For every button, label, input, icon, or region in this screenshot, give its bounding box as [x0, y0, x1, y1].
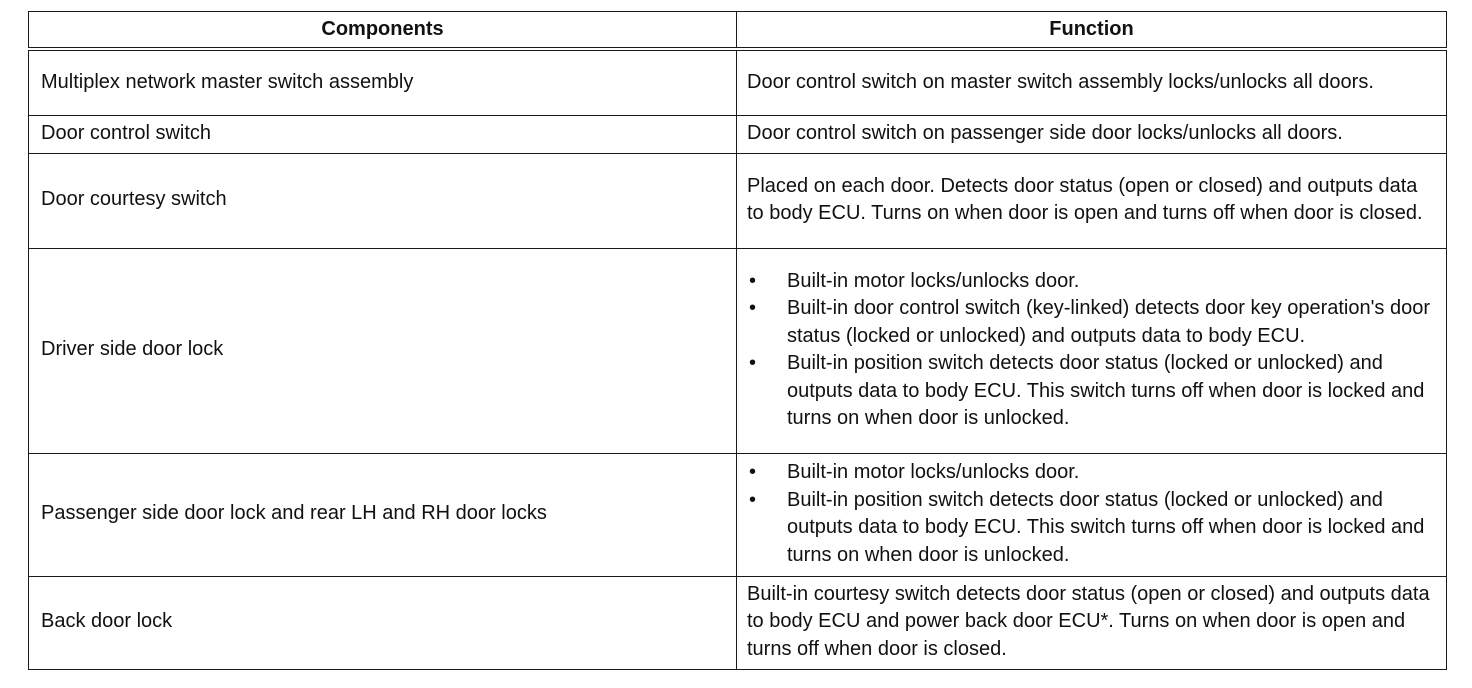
bullet-marker: • — [749, 269, 757, 292]
list-item — [747, 268, 1436, 296]
function-cell: Door control switch on master switch assembly locks/unlocks all doors. — [737, 49, 1447, 115]
bullet-text: Built-in door control switch (key-linked) detects door key operation's door status (locked or unlocked) and outputs data to body ECU. — [787, 297, 1431, 347]
list-item — [747, 487, 1436, 570]
bullet-list — [747, 268, 1436, 433]
table-row — [29, 49, 1447, 115]
bullet-marker: • — [749, 488, 757, 511]
function-cell — [737, 453, 1447, 576]
bullet-text: Built-in position switch detects door status (locked or unlocked) and outputs data to body ECU. This switch turns off when door is locked and turns on when door is unlocked. — [787, 352, 1425, 429]
table-row — [29, 153, 1447, 248]
bullet-marker: • — [749, 461, 757, 483]
bullet-text: Built-in position switch detects door status (locked or unlocked) and outputs data to body ECU. This switch turns off when door is locked and turns on when door is unlocked. — [787, 488, 1425, 566]
component-cell: Door control switch — [29, 115, 737, 153]
function-cell: Door control switch on passenger side door locks/unlocks all doors. — [737, 115, 1447, 153]
bullet-marker: • — [749, 352, 757, 374]
table-row — [29, 453, 1447, 576]
component-cell: Door courtesy switch — [29, 153, 737, 248]
component-cell: Multiplex network master switch assembly — [29, 49, 737, 115]
table-row — [29, 576, 1447, 669]
table-row — [29, 248, 1447, 453]
bullet-text: Built-in motor locks/unlocks door. — [787, 269, 1080, 292]
component-cell: Driver side door lock — [29, 248, 737, 453]
components-function-table — [28, 11, 1447, 670]
bullet-list — [747, 459, 1436, 569]
component-cell: Back door lock — [29, 576, 737, 669]
function-cell: Placed on each door. Detects door status (open or closed) and outputs data to body ECU. Turns on when door is open and turns off when door is closed. — [737, 153, 1447, 248]
bullet-marker: • — [749, 297, 757, 319]
function-cell — [737, 248, 1447, 453]
table-row — [29, 115, 1447, 153]
list-item — [747, 459, 1436, 487]
header-components: Components — [29, 12, 737, 50]
component-cell: Passenger side door lock and rear LH and RH door locks — [29, 453, 737, 576]
list-item — [747, 350, 1436, 433]
list-item — [747, 295, 1436, 350]
header-function: Function — [737, 12, 1447, 50]
bullet-text: Built-in motor locks/unlocks door. — [787, 461, 1080, 483]
function-cell: Built-in courtesy switch detects door status (open or closed) and outputs data to body ECU and power back door ECU*. Turns on when door is open and turns off when door is closed. — [737, 576, 1447, 669]
table-header-row — [29, 12, 1447, 50]
